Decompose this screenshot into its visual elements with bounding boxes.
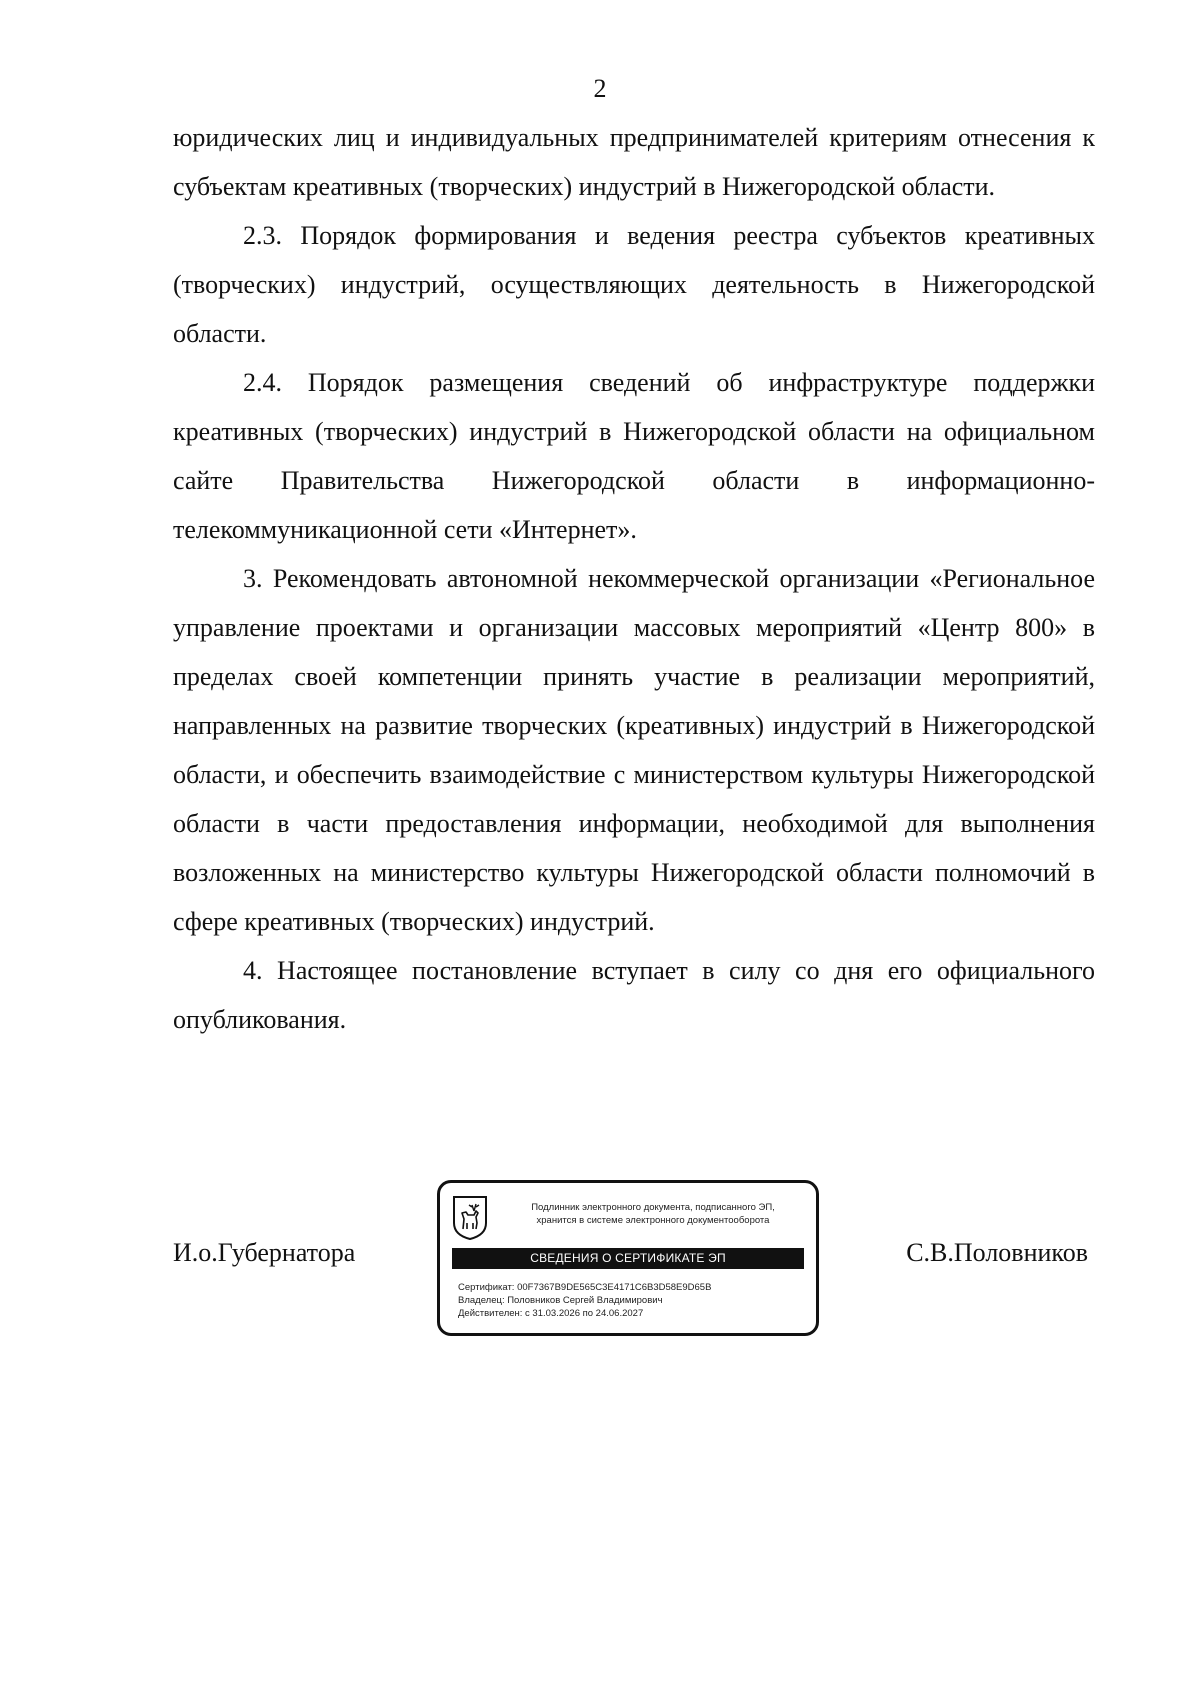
paragraph-2-4: 2.4. Порядок размещения сведений об инфраструктуре поддержки креативных (творческих) индустрий в Нижегородской области на официальном сайте Правительства Нижегородской области в информационно-телекоммуникационной сети «Интернет».: [173, 368, 1095, 544]
stamp-note: [496, 1201, 810, 1227]
deer-coat-of-arms-icon: [452, 1195, 488, 1241]
paragraph-4: 4. Настоящее постановление вступает в силу со дня его официального опубликования.: [173, 956, 1095, 1034]
certificate-owner: Владелец: Половников Сергей Владимирович: [458, 1295, 663, 1306]
certificate-validity: Действителен: с 31.03.2026 по 24.06.2027: [458, 1308, 644, 1319]
stamp-note-line-1: Подлинник электронного документа, подписанного ЭП,: [531, 1202, 775, 1213]
signature-block: [0, 1180, 1200, 1340]
paragraph-1: юридических лиц и индивидуальных предпринимателей критериям отнесения к субъектам креативных (творческих) индустрий в Нижегородской области.: [173, 123, 1095, 201]
document-body: [173, 113, 1095, 1044]
stamp-header: СВЕДЕНИЯ О СЕРТИФИКАТЕ ЭП: [452, 1248, 804, 1269]
electronic-signature-stamp: [437, 1180, 819, 1336]
signatory-position: И.о.Губернатора: [173, 1238, 356, 1267]
page-number: 2: [593, 74, 607, 103]
stamp-note-line-2: хранится в системе электронного документооборота: [536, 1215, 770, 1226]
paragraph-2-3: 2.3. Порядок формирования и ведения реестра субъектов креативных (творческих) индустрий, осуществляющих деятельность в Нижегородской области.: [173, 221, 1095, 348]
signatory-name: С.В.Половников: [906, 1238, 1088, 1267]
certificate-number: Сертификат: 00F7367B9DE565C3E4171C6B3D58E9D65B: [458, 1282, 712, 1293]
certificate-details: [458, 1281, 808, 1320]
paragraph-3: 3. Рекомендовать автономной некоммерческой организации «Региональное управление проектами и организации массовых мероприятий «Центр 800» в пределах своей компетенции принять участие в реализации мероприятий, направленных на развитие творческих (креативных) индустрий в Нижегородской области, и обеспечить взаимодействие с министерством культуры Нижегородской области в части предоставления информации, необходимой для выполнения возложенных на министерство культуры Нижегородской области полномочий в сфере креативных (творческих) индустрий.: [173, 564, 1095, 936]
